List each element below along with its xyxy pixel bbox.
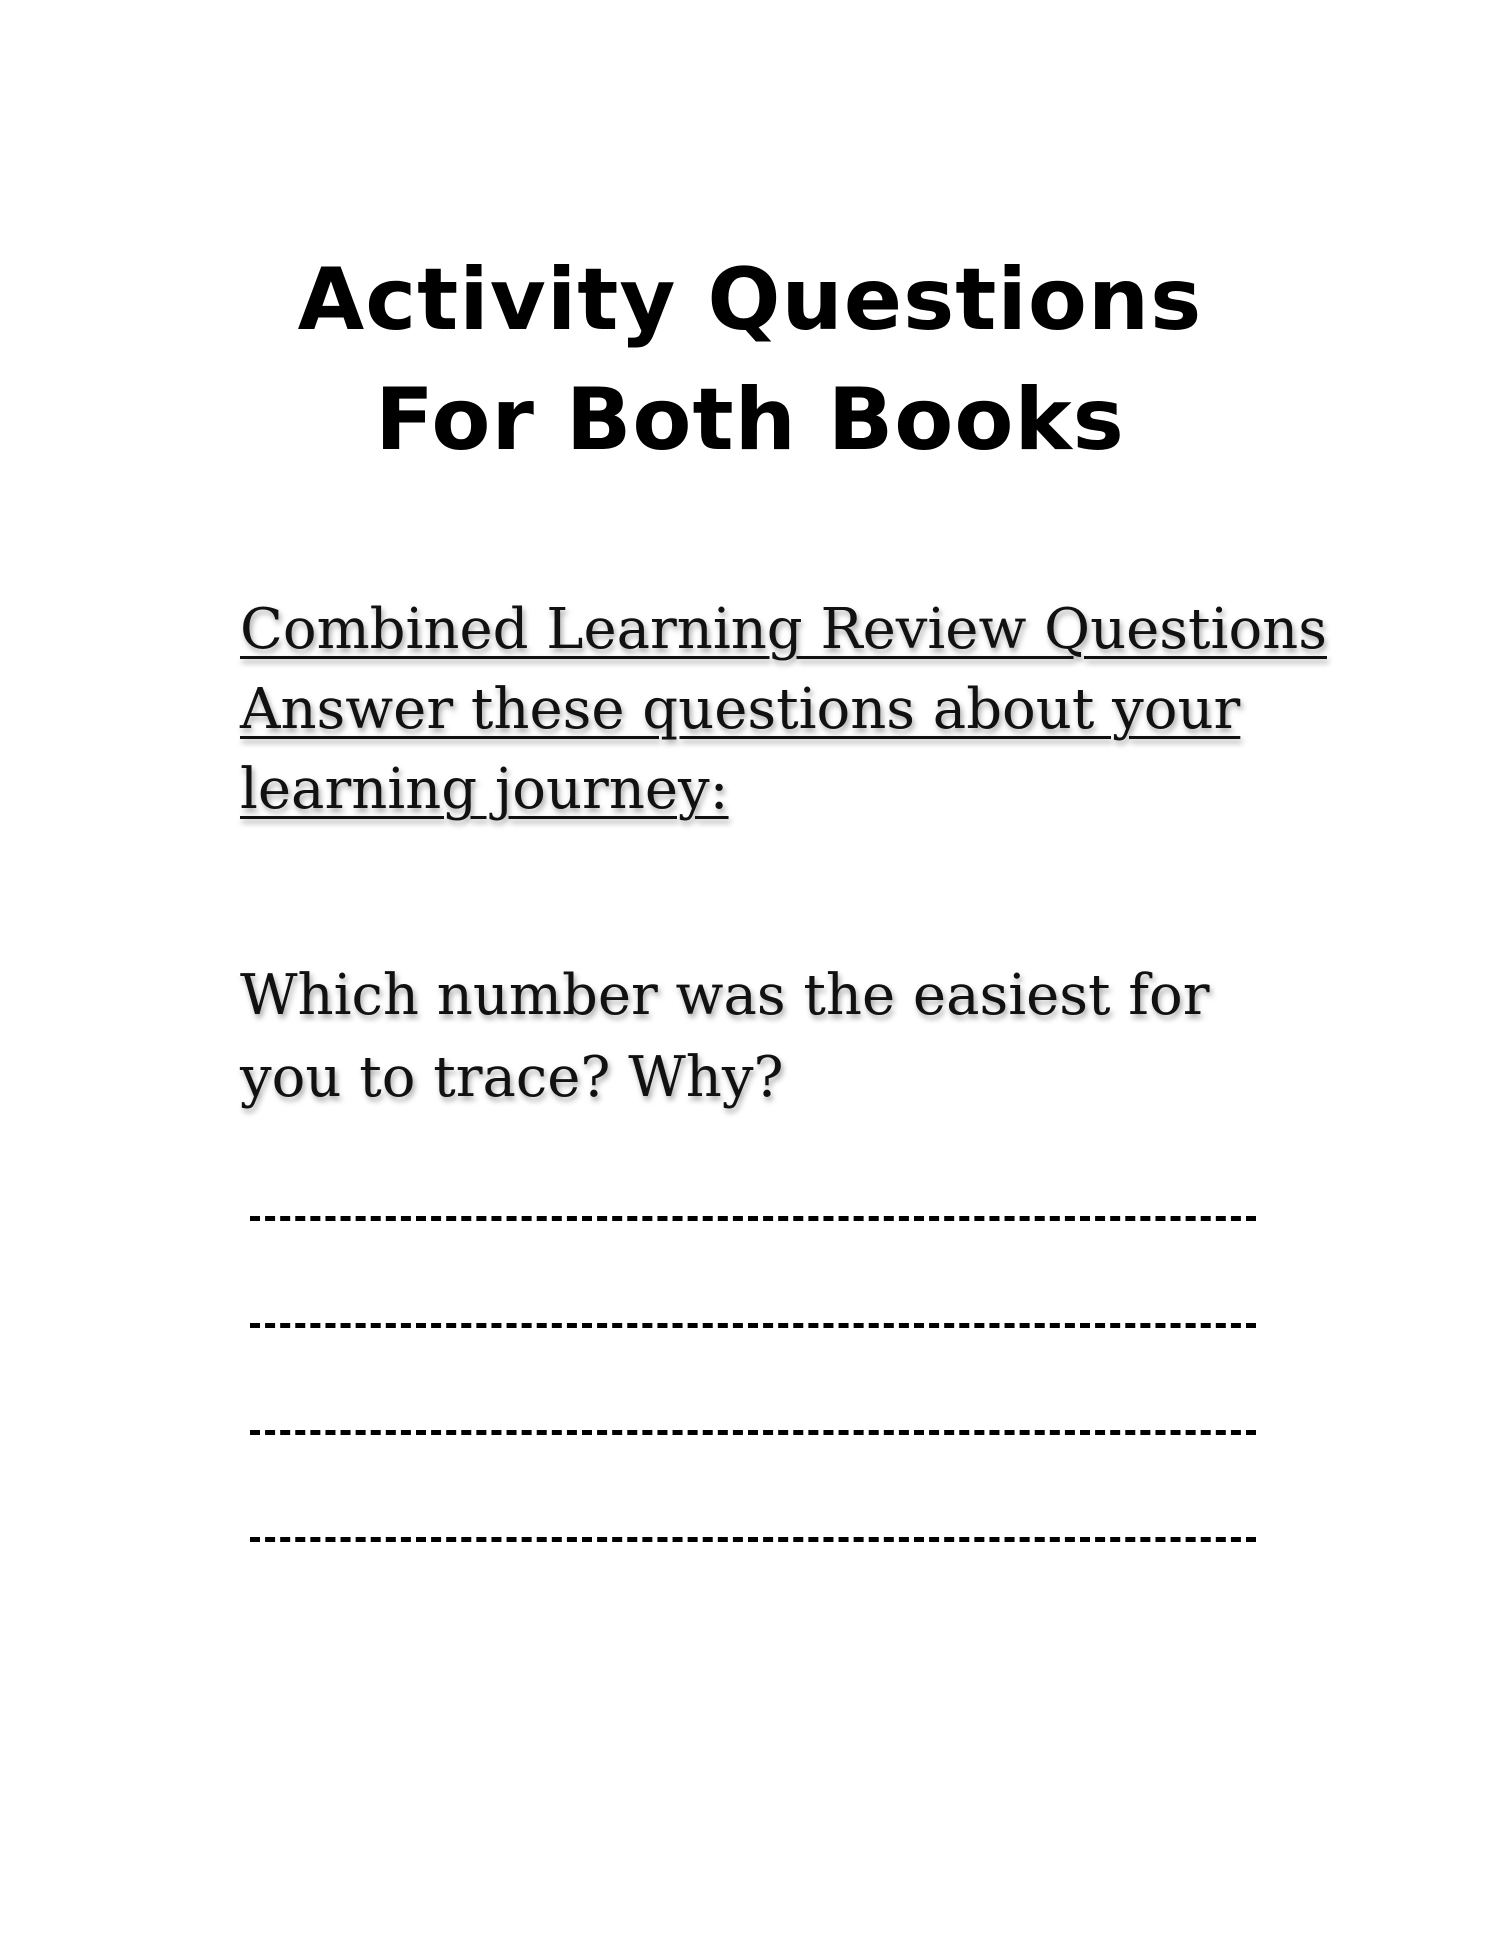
question-line-1: Which number was the easiest for bbox=[240, 963, 1210, 1028]
title-line-2: For Both Books bbox=[375, 370, 1125, 470]
question-text bbox=[240, 955, 1300, 1119]
answer-line-3[interactable] bbox=[250, 1430, 1256, 1435]
heading-line-3: learning journey: bbox=[240, 757, 729, 822]
heading-line-2: Answer these questions about your bbox=[240, 677, 1241, 742]
answer-line-4[interactable] bbox=[250, 1537, 1256, 1542]
question-line-2: you to trace? Why? bbox=[240, 1045, 784, 1110]
answer-line-1[interactable] bbox=[250, 1216, 1256, 1221]
page-title bbox=[0, 240, 1500, 480]
title-line-1: Activity Questions bbox=[297, 250, 1203, 350]
heading-line-1: Combined Learning Review Questions bbox=[240, 597, 1327, 662]
answer-line-2[interactable] bbox=[250, 1323, 1256, 1328]
section-heading bbox=[240, 590, 1327, 830]
